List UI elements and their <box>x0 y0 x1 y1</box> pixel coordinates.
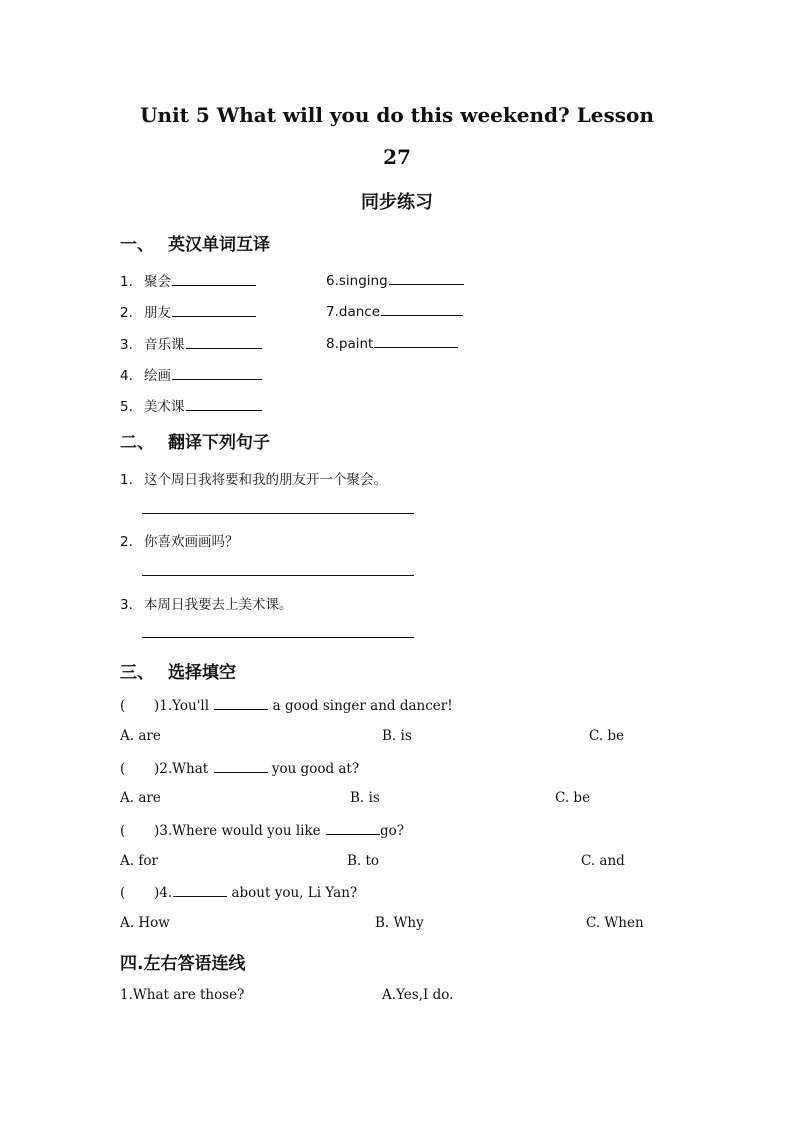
answer-blank[interactable] <box>326 820 380 835</box>
section1-number: 一、 <box>120 235 154 255</box>
translate-num: 1. <box>120 472 133 488</box>
answer-blank[interactable] <box>172 365 262 380</box>
vocab-word: 朋友 <box>144 305 171 321</box>
answer-blank[interactable] <box>173 882 227 897</box>
section2-number: 二、 <box>120 433 154 453</box>
answer-line[interactable] <box>142 513 414 514</box>
mc-question <box>120 882 357 901</box>
paren-close: ) <box>154 885 160 901</box>
vocab-num: 3. <box>120 337 133 353</box>
vocab-item <box>326 333 458 352</box>
option-a[interactable]: A. How <box>120 915 170 931</box>
vocab-word: 美术课 <box>144 399 185 415</box>
answer-paren[interactable]: ( <box>120 823 126 839</box>
option-b[interactable]: B. is <box>350 790 380 806</box>
section3-title: 选择填空 <box>168 663 236 683</box>
vocab-item <box>120 270 256 290</box>
answer-blank[interactable] <box>172 302 256 317</box>
vocab-num: 5. <box>120 399 133 415</box>
mc-question <box>120 758 359 777</box>
paren-close: ) <box>154 761 160 777</box>
answer-blank[interactable] <box>214 758 268 773</box>
answer-blank[interactable] <box>186 396 262 411</box>
paren-close: ) <box>154 823 160 839</box>
answer-blank[interactable] <box>172 271 256 286</box>
page-title-line2: 27 <box>383 145 411 169</box>
translate-sentence: 你喜欢画画吗？ <box>144 534 239 550</box>
answer-paren[interactable]: ( <box>120 885 126 901</box>
vocab-item <box>326 270 464 289</box>
option-b[interactable]: B. Why <box>375 915 424 931</box>
answer-paren[interactable]: ( <box>120 698 126 714</box>
vocab-item <box>120 301 256 321</box>
vocab-item <box>120 364 262 384</box>
question-text: go? <box>379 823 404 839</box>
option-a[interactable]: A. for <box>120 853 158 869</box>
question-text: 4. <box>159 885 173 901</box>
vocab-num: 2. <box>120 305 133 321</box>
vocab-item <box>120 395 262 415</box>
answer-paren[interactable]: ( <box>120 761 126 777</box>
vocab-word: 绘画 <box>144 368 171 384</box>
answer-blank[interactable] <box>186 334 262 349</box>
option-c[interactable]: C. When <box>586 915 644 931</box>
translate-item <box>120 530 239 550</box>
answer-blank[interactable] <box>214 695 268 710</box>
question-text: a good singer and dancer! <box>272 698 453 714</box>
answer-line[interactable] <box>142 575 414 576</box>
option-b[interactable]: B. to <box>347 853 380 869</box>
question-text: 2.What <box>159 761 209 777</box>
paren-close: ) <box>154 698 160 714</box>
page-subtitle: 同步练习 <box>361 192 433 213</box>
vocab-word: 6.singing <box>326 273 388 289</box>
translate-sentence: 这个周日我将要和我的朋友开一个聚会。 <box>144 472 387 488</box>
translate-item <box>120 593 293 613</box>
section2-title: 翻译下列句子 <box>168 433 270 453</box>
option-b[interactable]: B. is <box>382 728 412 744</box>
option-c[interactable]: C. be <box>555 790 591 806</box>
question-text: 1.You'll <box>159 698 210 714</box>
section2-heading <box>120 428 270 453</box>
translate-item <box>120 468 387 488</box>
answer-blank[interactable] <box>374 333 458 348</box>
option-c[interactable]: C. be <box>589 728 625 744</box>
vocab-item <box>326 301 463 320</box>
question-text: you good at? <box>271 761 360 777</box>
vocab-word: 8.paint <box>326 336 374 352</box>
option-a[interactable]: A. are <box>120 728 161 744</box>
page-title: Unit 5 What will you do this weekend? Lesson <box>140 103 654 127</box>
vocab-num: 4. <box>120 368 133 384</box>
section1-title: 英汉单词互译 <box>168 235 270 255</box>
option-a[interactable]: A. are <box>120 790 161 806</box>
vocab-word: 7.dance <box>326 304 381 320</box>
section4-heading: 四.左右答语连线 <box>120 954 246 974</box>
mc-question <box>120 820 404 839</box>
translate-sentence: 本周日我要去上美术课。 <box>144 597 293 613</box>
translate-num: 2. <box>120 534 133 550</box>
question-text: about you, Li Yan? <box>231 885 358 901</box>
match-left-item[interactable]: 1.What are those? <box>120 987 245 1003</box>
translate-num: 3. <box>120 597 133 613</box>
answer-line[interactable] <box>142 637 414 638</box>
answer-blank[interactable] <box>381 301 463 316</box>
section3-heading <box>120 658 236 683</box>
question-text: 3.Where would you like <box>159 823 321 839</box>
vocab-item <box>120 333 262 353</box>
vocab-num: 1. <box>120 274 133 290</box>
section1-heading <box>120 230 270 255</box>
section3-number: 三、 <box>120 663 154 683</box>
match-right-item[interactable]: A.Yes,I do. <box>382 987 454 1003</box>
answer-blank[interactable] <box>389 270 464 285</box>
mc-question <box>120 695 453 714</box>
vocab-word: 音乐课 <box>144 337 185 353</box>
option-c[interactable]: C. and <box>581 853 625 869</box>
vocab-word: 聚会 <box>144 274 171 290</box>
